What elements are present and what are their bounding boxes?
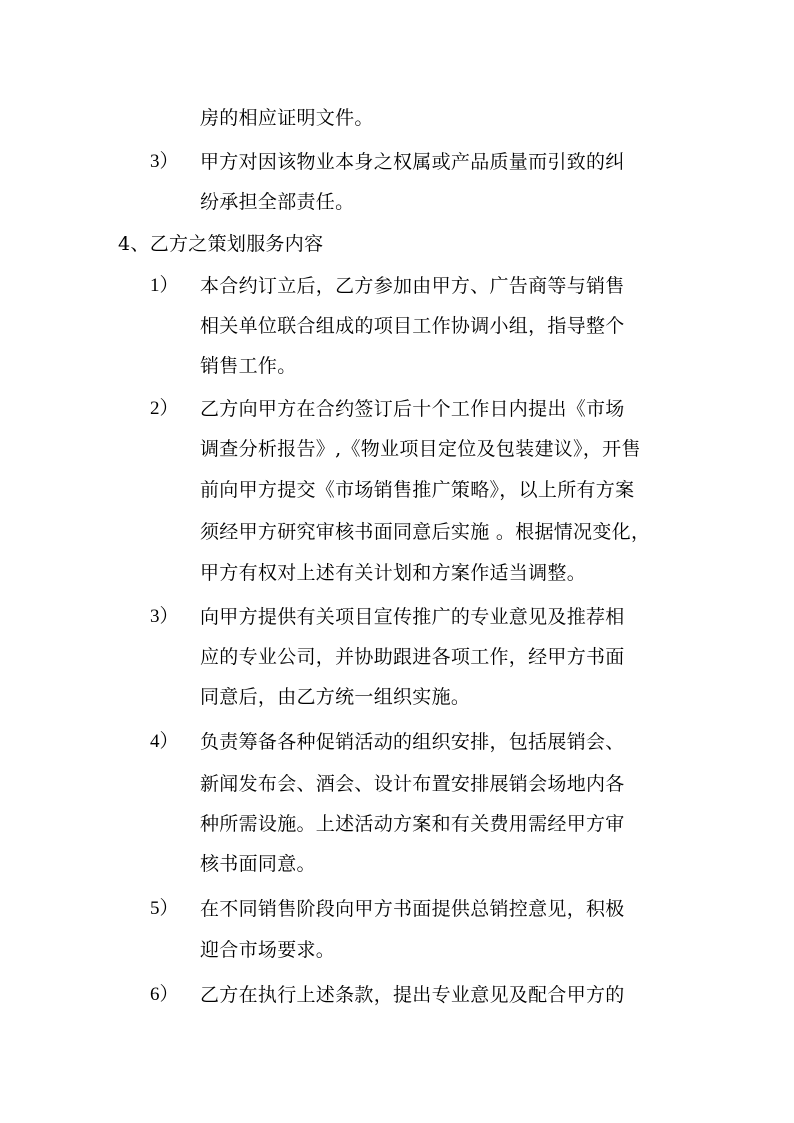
- section-heading: 4、乙方之策划服务内容: [118, 233, 324, 255]
- paragraph-line: 应的专业公司，并协助跟进各项工作，经甲方书面: [200, 646, 625, 668]
- item-number: 5）: [150, 898, 179, 919]
- item-number: 2）: [150, 398, 179, 419]
- paragraph-line: 甲方有权对上述有关计划和方案作适当调整。: [200, 562, 587, 584]
- paragraph-line: 迎合市场要求。: [200, 939, 336, 961]
- paragraph-line: 本合约订立后，乙方参加由甲方、广告商等与销售: [200, 275, 625, 297]
- item-number: 3）: [150, 151, 179, 172]
- paragraph-line: 相关单位联合组成的项目工作协调小组，指导整个: [200, 315, 625, 337]
- item-number: 4）: [150, 731, 179, 752]
- paragraph-line: 向甲方提供有关项目宣传推广的专业意见及推荐相: [200, 606, 625, 628]
- paragraph-line: 核书面同意。: [200, 853, 316, 875]
- paragraph-line: 调查分析报告》,《物业项目定位及包装建议》，开售: [200, 438, 641, 460]
- paragraph-line: 须经甲方研究审核书面同意后实施 。根据情况变化，: [200, 521, 651, 543]
- item-number: 1）: [150, 275, 179, 296]
- paragraph-line: 纷承担全部责任。: [200, 191, 355, 213]
- paragraph-line: 乙方在执行上述条款，提出专业意见及配合甲方的: [200, 984, 625, 1006]
- item-number: 6）: [150, 984, 179, 1005]
- paragraph-line: 前向甲方提交《市场销售推广策略》，以上所有方案: [200, 479, 635, 501]
- paragraph-line: 同意后，由乙方统一组织实施。: [200, 686, 471, 708]
- paragraph-line: 种所需设施。上述活动方案和有关费用需经甲方审: [200, 813, 625, 835]
- paragraph-line: 负责筹备各种促销活动的组织安排，包括展销会、: [200, 731, 625, 753]
- paragraph-line: 房的相应证明文件。: [200, 107, 374, 129]
- paragraph-line: 乙方向甲方在合约签订后十个工作日内提出《市场: [200, 398, 625, 420]
- paragraph-line: 销售工作。: [200, 355, 297, 377]
- paragraph-line: 甲方对因该物业本身之权属或产品质量而引致的纠: [200, 151, 625, 173]
- paragraph-line: 在不同销售阶段向甲方书面提供总销控意见，积极: [200, 898, 625, 920]
- item-number: 3）: [150, 606, 179, 627]
- paragraph-line: 新闻发布会、酒会、设计布置安排展销会场地内各: [200, 773, 625, 795]
